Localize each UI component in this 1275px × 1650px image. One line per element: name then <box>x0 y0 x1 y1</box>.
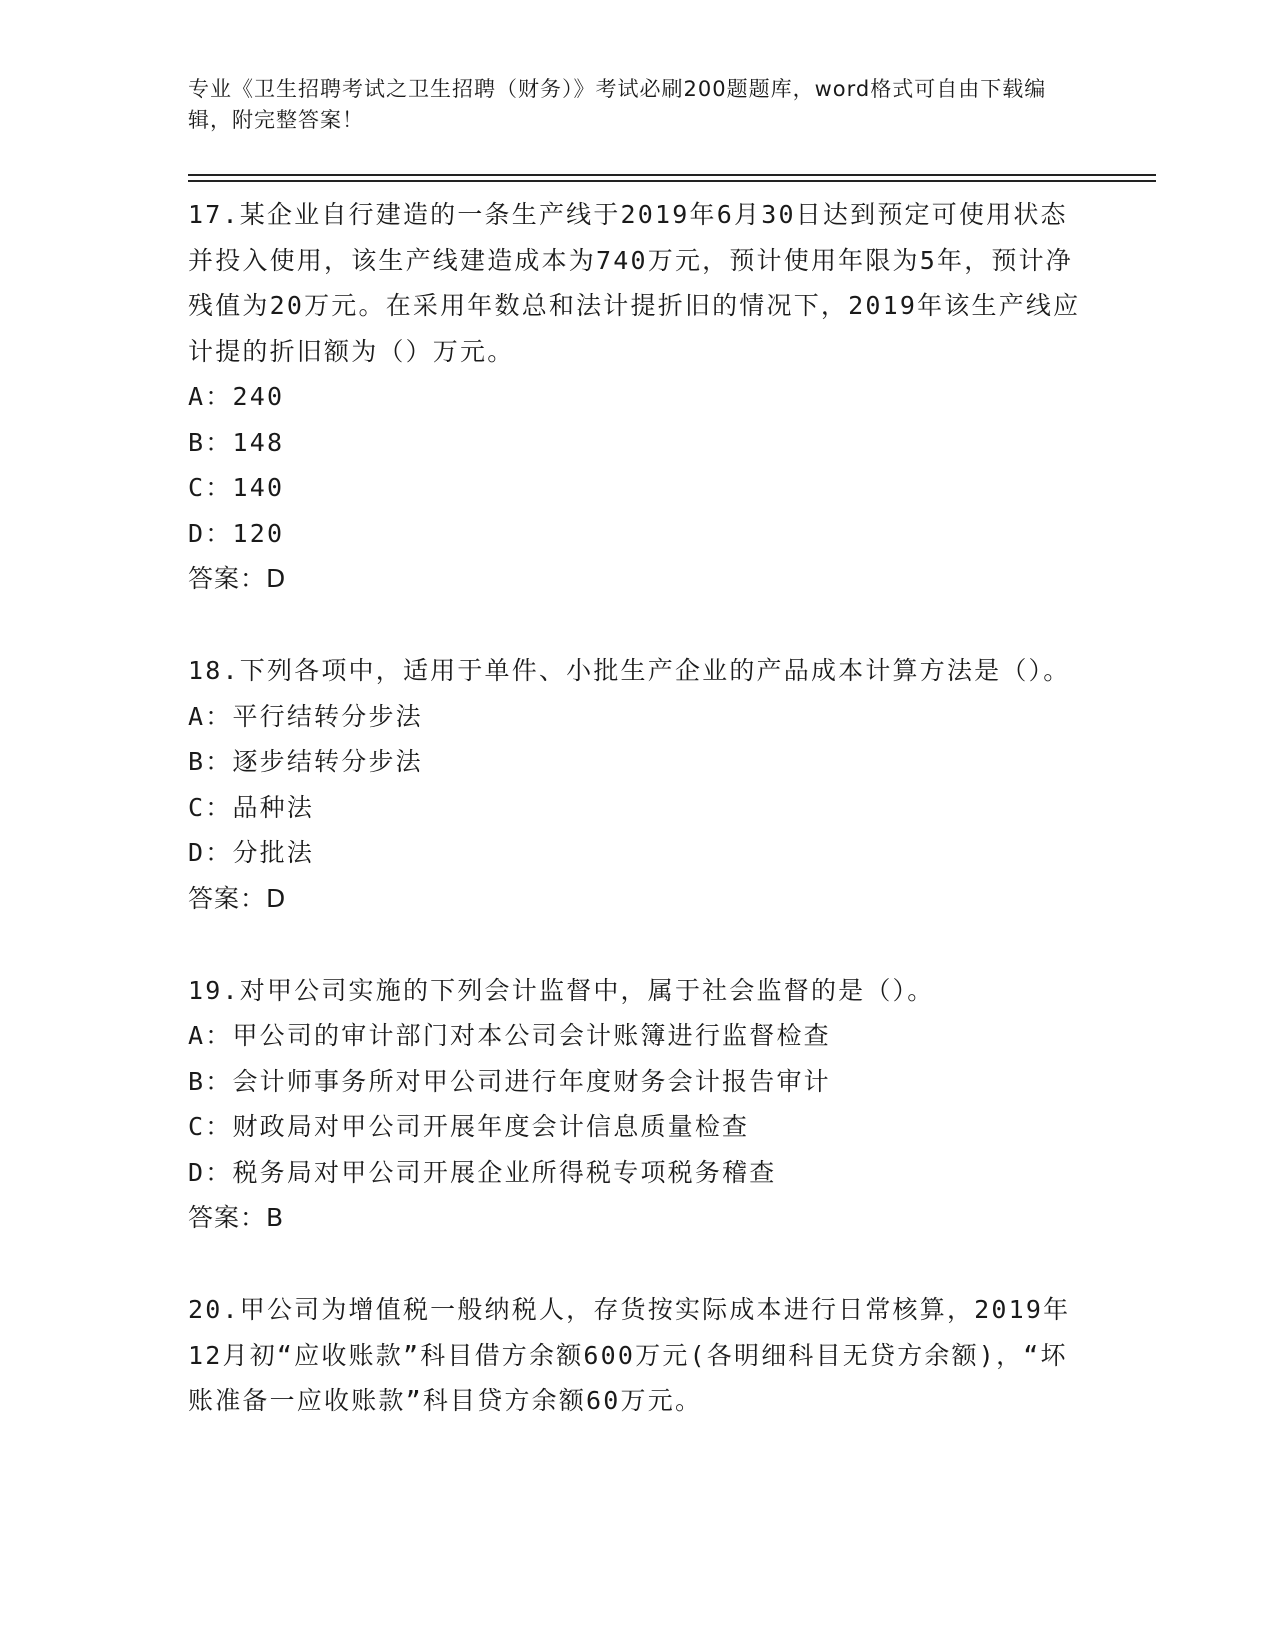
header-divider-top <box>188 174 1156 176</box>
option-d: D：税务局对甲公司开展企业所得税专项税务稽查 <box>188 1157 777 1187</box>
option-a: A：240 <box>188 382 285 411</box>
answer-line: 答案：D <box>188 564 287 593</box>
option-a: A：甲公司的审计部门对本公司会计账簿进行监督检查 <box>188 1021 831 1050</box>
option-b: B：逐步结转分步法 <box>188 747 423 776</box>
answer-line: 答案：D <box>188 883 287 913</box>
answer-line: 答案：B <box>188 1203 285 1232</box>
question-stem: 18.下列各项中，适用于单件、小批生产企业的产品成本计算方法是（）。 <box>188 656 1071 685</box>
option-c: C：140 <box>188 473 285 502</box>
option-b: B：148 <box>188 427 285 457</box>
question-stem: 17.某企业自行建造的一条生产线于2019年6月30日达到预定可使用状态并投入使用，该生产线建造成本为740万元，预计使用年限为5年，预计净残值为20万元。在采用年数总和法计提折旧的情况下，2019年该生产线应计提的折旧额为（）万元。 <box>188 200 1081 366</box>
question-19 <box>188 968 1088 1241</box>
option-c: C：品种法 <box>188 792 315 822</box>
option-d: D：120 <box>188 518 285 548</box>
question-list <box>188 192 1088 1471</box>
option-b: B：会计师事务所对甲公司进行年度财务会计报告审计 <box>188 1066 831 1096</box>
question-17 <box>188 192 1088 601</box>
question-stem: 20.甲公司为增值税一般纳税人，存货按实际成本进行日常核算，2019年12月初“应收账款”科目借方余额600万元(各明细科目无贷方余额)，“坏账准备一应收账款”科目贷方余额60万元。 <box>188 1295 1071 1415</box>
option-c: C：财政局对甲公司开展年度会计信息质量检查 <box>188 1112 750 1141</box>
question-18 <box>188 648 1088 921</box>
document-header: 专业《卫生招聘考试之卫生招聘（财务）》考试必刷200题题库，word格式可自由下载编辑，附完整答案！ <box>188 77 1047 132</box>
option-d: D：分批法 <box>188 838 315 867</box>
question-stem: 19.对甲公司实施的下列会计监督中，属于社会监督的是（）。 <box>188 975 935 1005</box>
option-a: A：平行结转分步法 <box>188 701 423 731</box>
header-divider-bottom <box>188 180 1156 182</box>
question-20 <box>188 1287 1088 1424</box>
